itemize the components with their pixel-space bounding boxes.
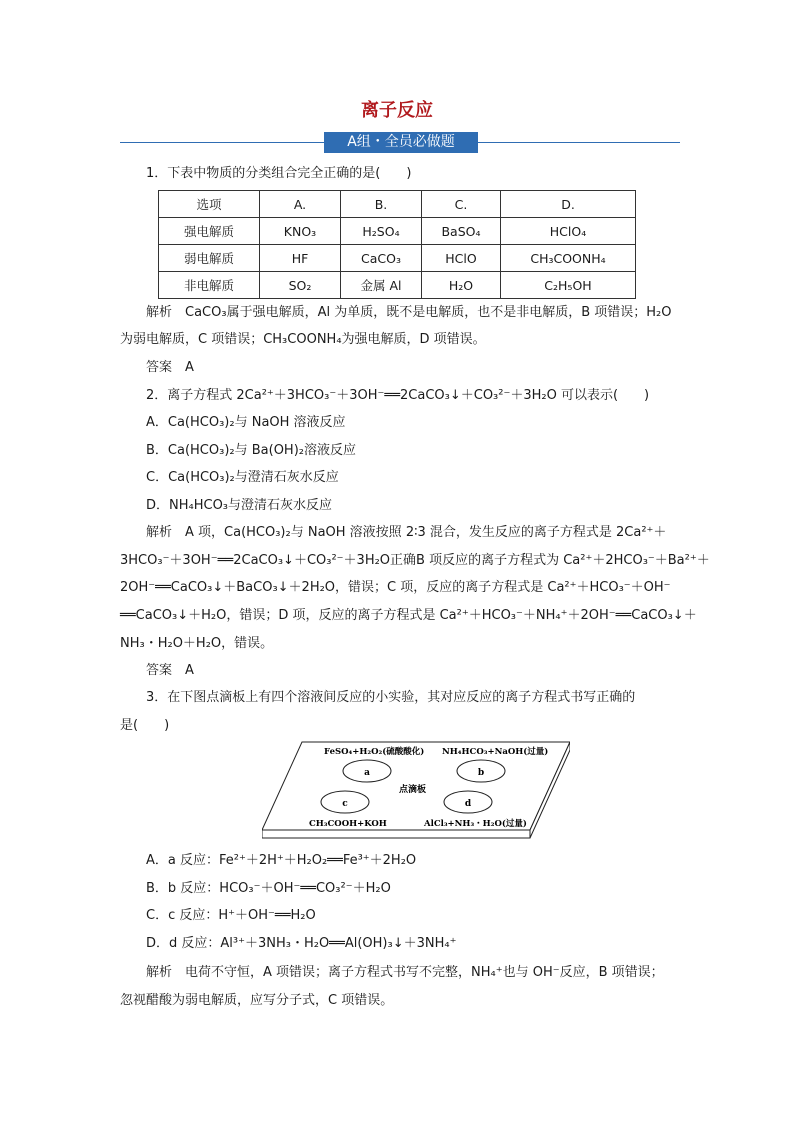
q2-analysis: 3HCO₃⁻＋3OH⁻══2CaCO₃↓＋CO₃²⁻＋3H₂O正确B 项反应的离子方程式为 Ca²⁺＋2HCO₃⁻＋Ba²⁺＋ [120, 553, 710, 568]
q3-option: A．a 反应：Fe²⁺＋2H⁺＋H₂O₂══Fe³⁺＋2H₂O [146, 853, 417, 868]
q2-analysis: 2OH⁻══CaCO₃↓＋BaCO₃↓＋2H₂O，错误；C 项，反应的离子方程式是 Ca²⁺＋HCO₃⁻＋OH⁻ [120, 580, 671, 595]
q3-stem: 3．在下图点滴板上有四个溶液间反应的小实验，其对应反应的离子方程式书写正确的 [146, 690, 636, 705]
table-row [159, 272, 636, 299]
table-cell: 强电解质 [159, 218, 260, 245]
table-cell: SO₂ [260, 272, 341, 299]
q3-option: C．c 反应：H⁺＋OH⁻══H₂O [146, 908, 316, 923]
table-cell: CaCO₃ [341, 245, 422, 272]
reagent-label-c: CH₃COOH+KOH [309, 819, 387, 829]
table-cell: KNO₃ [260, 218, 341, 245]
spot-plate-front [262, 830, 530, 838]
q1-answer: 答案 A [146, 360, 194, 375]
table-cell: HF [260, 245, 341, 272]
q1-table [158, 190, 636, 299]
q1-analysis: 解析 CaCO₃属于强电解质，Al 为单质，既不是电解质，也不是非电解质，B 项错误；H₂O [146, 305, 672, 320]
table-cell: HClO [422, 245, 501, 272]
table-row [159, 191, 636, 218]
q2-analysis: NH₃・H₂O＋H₂O，错误。 [120, 636, 274, 651]
table-cell: H₂SO₄ [341, 218, 422, 245]
reagent-label-a: FeSO₄+H₂O₂(硫酸酸化) [324, 747, 425, 757]
q1-stem: 1．下表中物质的分类组合完全正确的是( ) [146, 166, 412, 181]
table-cell: BaSO₄ [422, 218, 501, 245]
page-title: 离子反应 [361, 100, 433, 121]
table-cell: A. [260, 191, 341, 218]
q1-analysis: 为弱电解质，C 项错误；CH₃COONH₄为强电解质，D 项错误。 [120, 332, 486, 347]
table-row [159, 245, 636, 272]
q3-analysis: 解析 电荷不守恒，A 项错误；离子方程式书写不完整，NH₄⁺也与 OH⁻反应，B 项错误； [146, 965, 664, 980]
table-cell: H₂O [422, 272, 501, 299]
q2-option: B．Ca(HCO₃)₂与 Ba(OH)₂溶液反应 [146, 443, 356, 458]
spot-plate-diagram [262, 740, 570, 840]
table-cell: B. [341, 191, 422, 218]
q2-analysis: 解析 A 项，Ca(HCO₃)₂与 NaOH 溶液按照 2∶3 混合，发生反应的离子方程式是 2Ca²⁺＋ [146, 525, 667, 540]
well-a-label: a [364, 768, 370, 778]
table-cell: C₂H₅OH [501, 272, 636, 299]
well-d-label: d [464, 799, 472, 809]
q2-option: A．Ca(HCO₃)₂与 NaOH 溶液反应 [146, 415, 346, 430]
q2-answer: 答案 A [146, 663, 194, 678]
plate-label: 点滴板 [399, 785, 427, 795]
well-b-label: b [477, 768, 485, 778]
table-cell: 金属 Al [341, 272, 422, 299]
table-row [159, 218, 636, 245]
q3-stem: 是( ) [120, 718, 170, 733]
reagent-label-d: AlCl₃+NH₃・H₂O(过量) [424, 819, 527, 829]
q3-option: B．b 反应：HCO₃⁻＋OH⁻══CO₃²⁻＋H₂O [146, 881, 391, 896]
q2-option: D．NH₄HCO₃与澄清石灰水反应 [146, 498, 333, 513]
table-cell: 非电解质 [159, 272, 260, 299]
q2-option: C．Ca(HCO₃)₂与澄清石灰水反应 [146, 470, 339, 485]
reagent-label-b: NH₄HCO₃+NaOH(过量) [442, 747, 549, 757]
table-cell: 选项 [159, 191, 260, 218]
well-c-label: c [342, 799, 348, 809]
q2-analysis: ══CaCO₃↓＋H₂O，错误；D 项，反应的离子方程式是 Ca²⁺＋HCO₃⁻＋NH₄⁺＋2OH⁻══CaCO₃↓＋ [120, 608, 697, 623]
q2-stem: 2．离子方程式 2Ca²⁺＋3HCO₃⁻＋3OH⁻══2CaCO₃↓＋CO₃²⁻＋3H₂O 可以表示( ) [146, 388, 650, 403]
section-banner: A组・全员必做题 [324, 132, 478, 153]
q3-analysis: 忽视醋酸为弱电解质，应写分子式，C 项错误。 [120, 993, 394, 1008]
table-cell: D. [501, 191, 636, 218]
table-cell: HClO₄ [501, 218, 636, 245]
table-cell: 弱电解质 [159, 245, 260, 272]
q3-option: D．d 反应：Al³⁺＋3NH₃・H₂O══Al(OH)₃↓＋3NH₄⁺ [146, 936, 457, 951]
table-cell: CH₃COONH₄ [501, 245, 636, 272]
table-cell: C. [422, 191, 501, 218]
